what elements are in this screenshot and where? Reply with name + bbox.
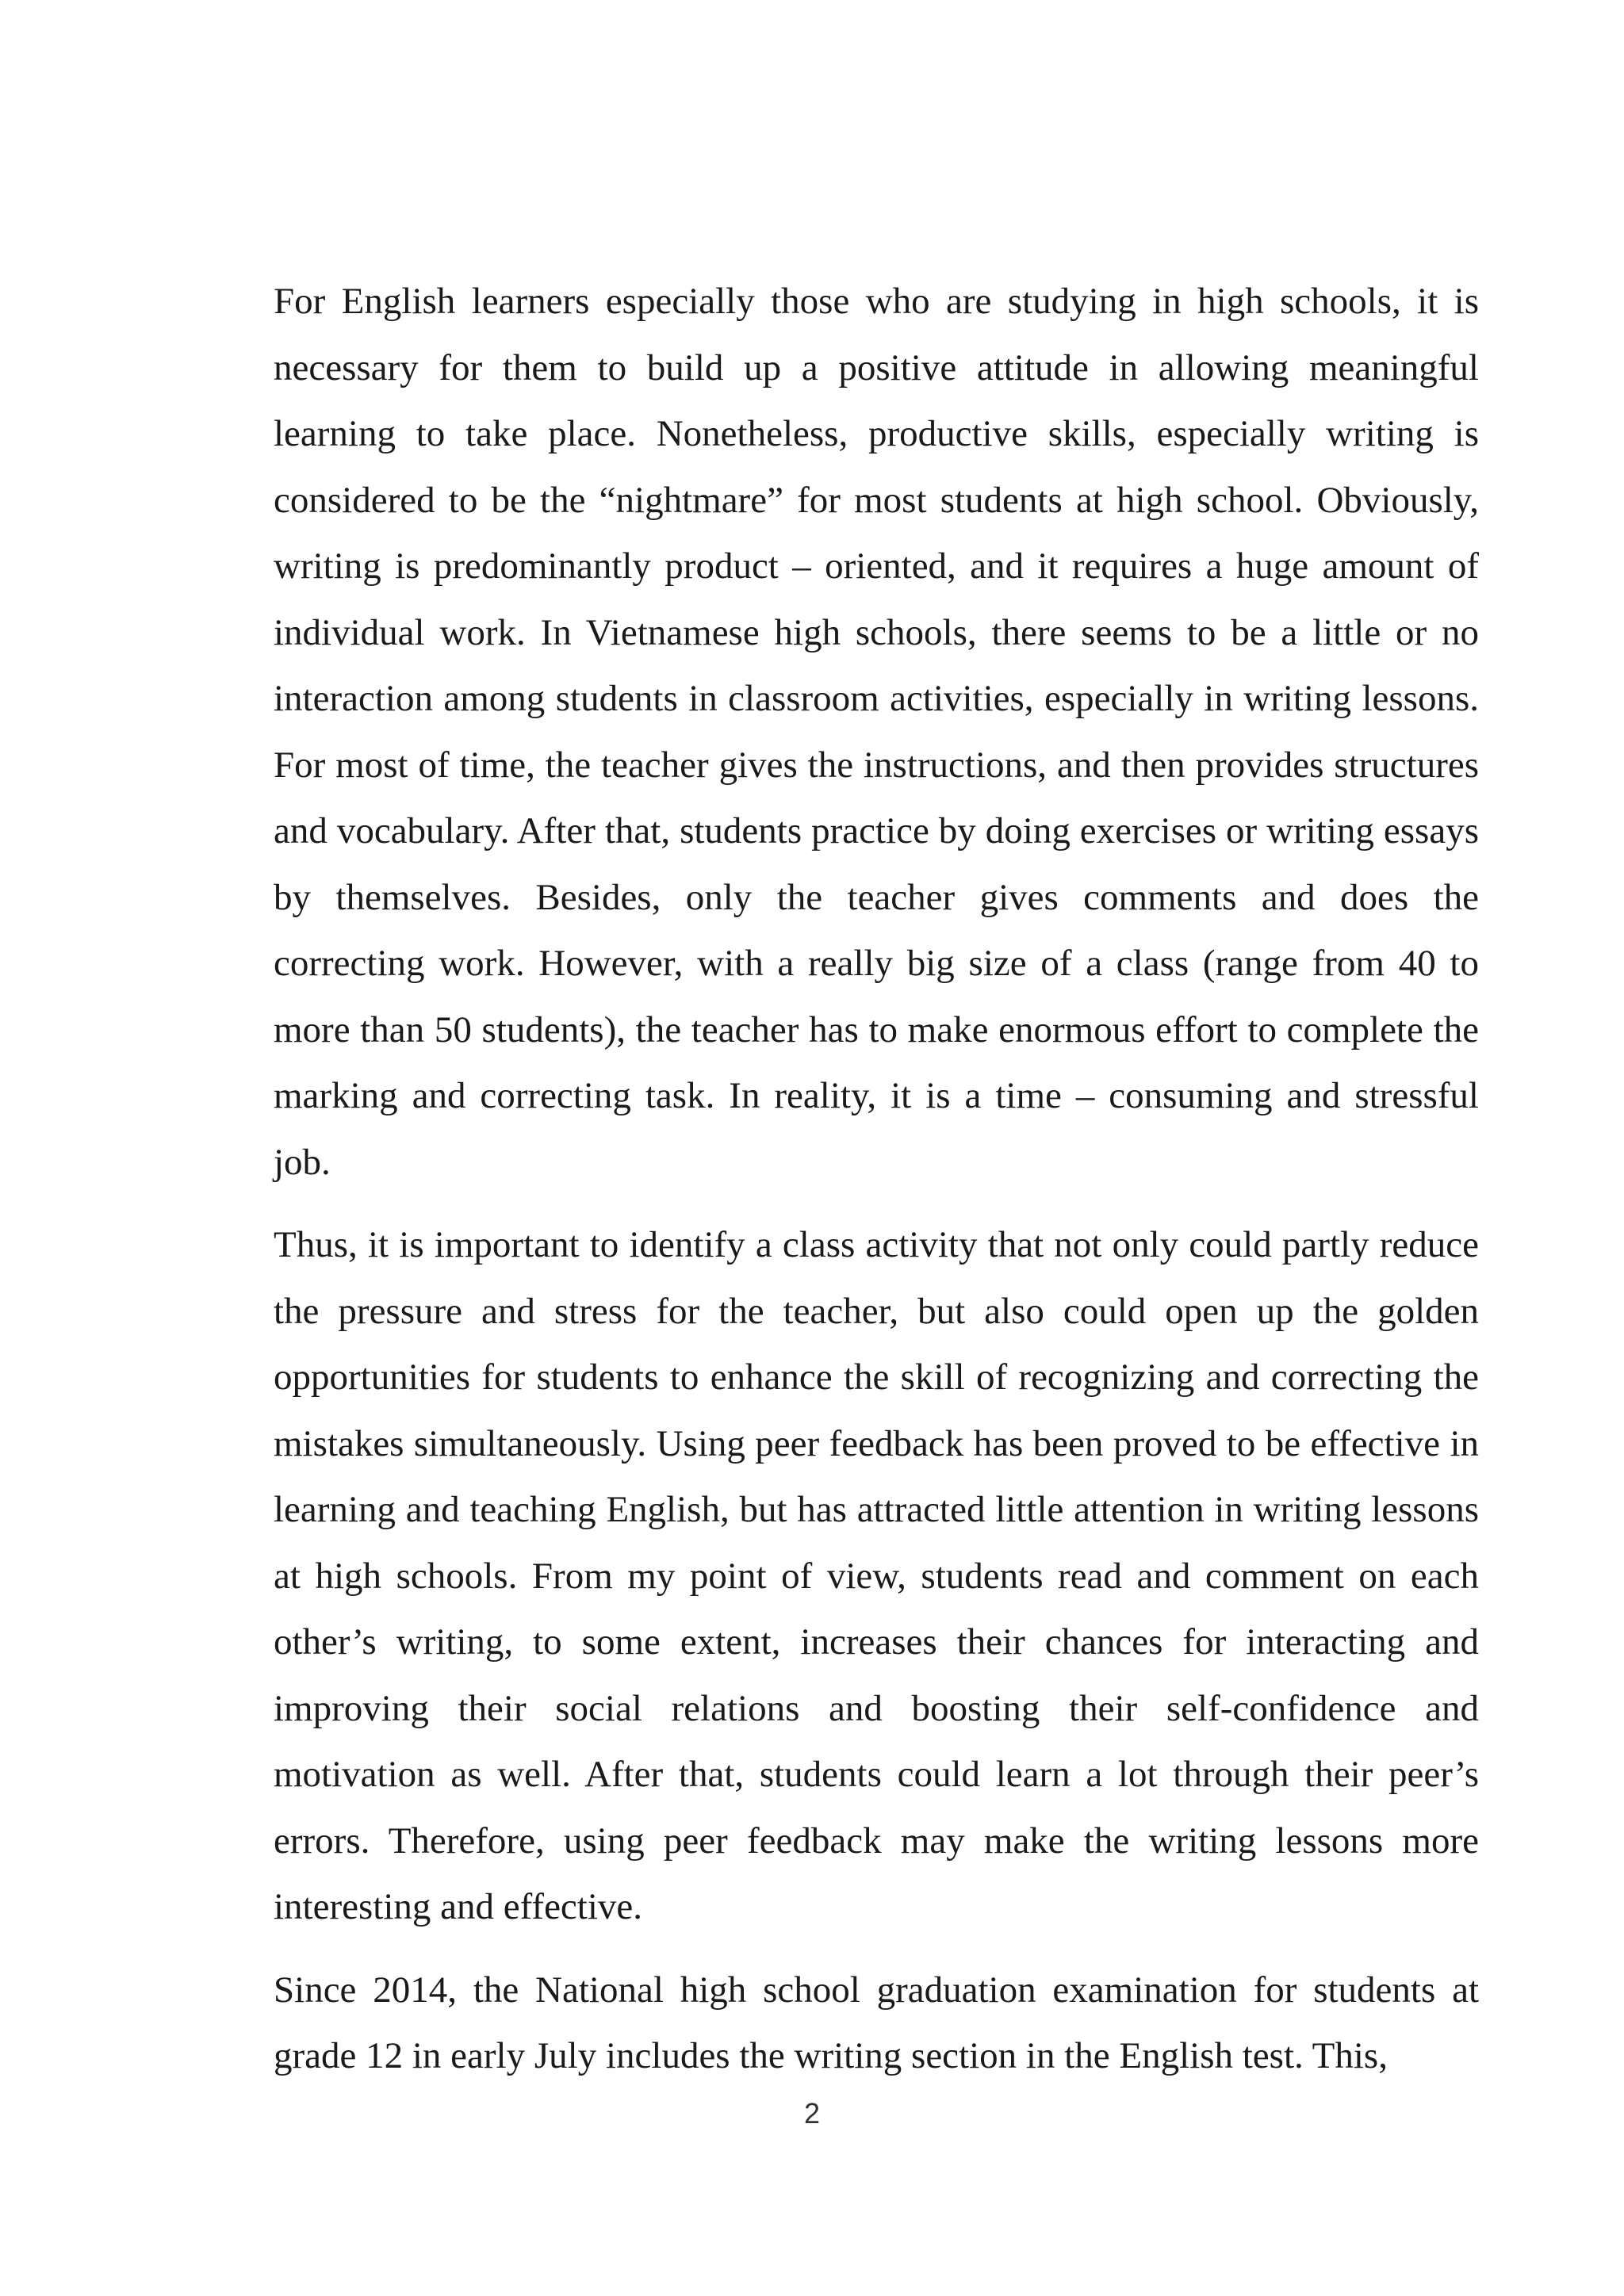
- page-number: 2: [803, 2097, 821, 2130]
- paragraph-3: Since 2014, the National high school graduation examination for students at grade 12 in early July includes the writing section in the English test. This,: [274, 1969, 1479, 2076]
- paragraph-1: For English learners especially those who are studying in high schools, it is necessary for them to build up a positive attitude in allowing meaningful learning to take place. Nonetheless, productive skills, especially writing is considered to be the “nightmare” for most students at high school. Obviously, writing is predominantly product – oriented, and it requires a huge amount of individual work. In Vietnamese high schools, there seems to be a little or no interaction among students in classroom activities, especially in writing lessons. For most of time, the teacher gives the instructions, and then provides structures and vocabulary. After that, students practice by doing exercises or writing essays by themselves. Besides, only the teacher gives comments and does the correcting work. However, with a really big size of a class (range from 40 to more than 50 students), the teacher has to make enormous effort to complete the marking and correcting task. In reality, it is a time – consuming and stressful job.: [274, 281, 1479, 1183]
- body-text: [274, 269, 1479, 2090]
- paragraph-2: Thus, it is important to identify a class activity that not only could partly reduce the pressure and stress for the teacher, but also could open up the golden opportunities for students to enhance the skill of recognizing and correcting the mistakes simultaneously. Using peer feedback has been proved to be effective in learning and teaching English, but has attracted little attention in writing lessons at high schools. From my point of view, students read and comment on each other’s writing, to some extent, increases their chances for interacting and improving their social relations and boosting their self-confidence and motivation as well. After that, students could learn a lot through their peer’s errors. Therefore, using peer feedback may make the writing lessons more interesting and effective.: [274, 1224, 1479, 1927]
